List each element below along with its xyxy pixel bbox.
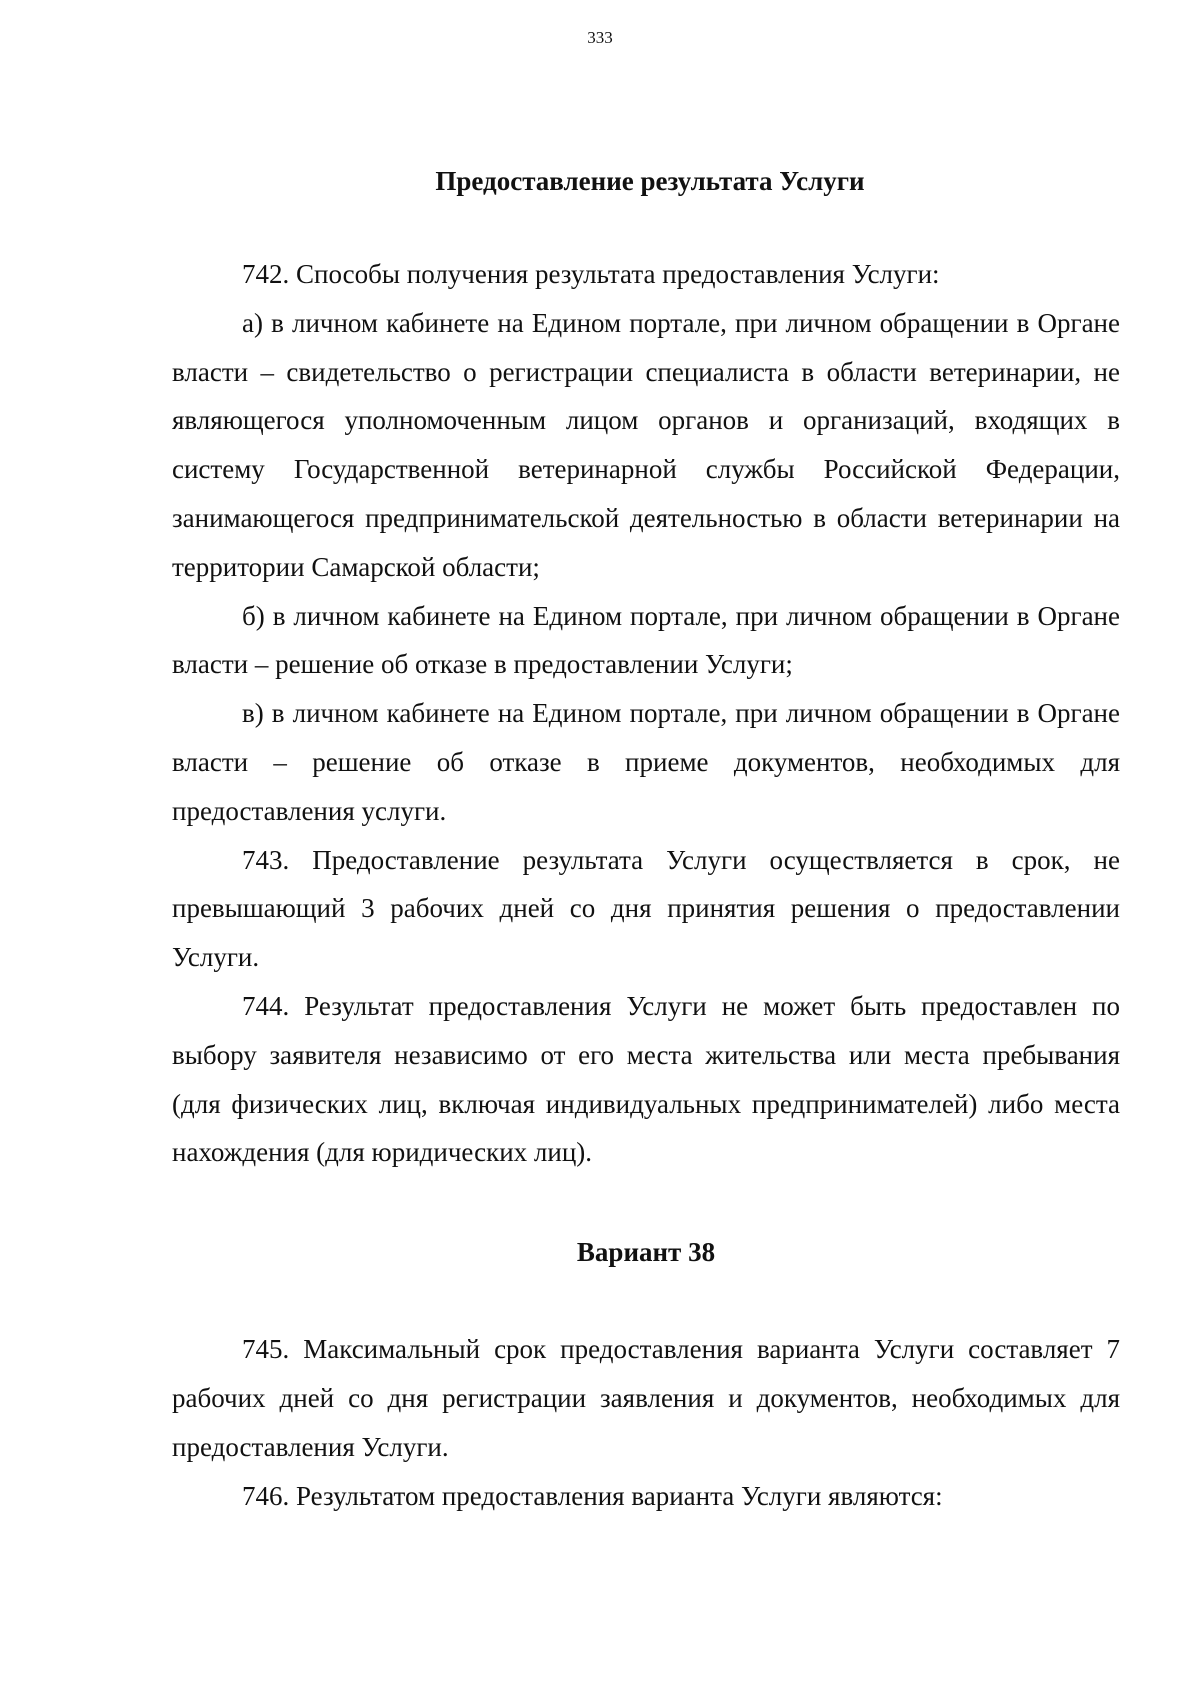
paragraph-743: 743. Предоставление результата Услуги осуществляется в срок, не превышающий 3 рабочих дней со дня принятия решения о предоставлении Услуги. [172, 844, 1120, 973]
section-heading-variant: Вариант 38 [576, 1237, 716, 1268]
page-number: 333 [587, 28, 613, 47]
paragraph-746: 746. Результатом предоставления варианта Услуги являются: [242, 1480, 943, 1511]
paragraph-742: 742. Способы получения результата предоставления Услуги: [242, 259, 940, 289]
paragraph-745: 745. Максимальный срок предоставления варианта Услуги составляет 7 рабочих дней со дня регистрации заявления и документов, необходимых для предоставления Услуги. [172, 1334, 1120, 1462]
paragraph-744: 744. Результат предоставления Услуги не может быть предоставлен по выбору заявителя независимо от его места жительства или места пребывания (для физических лиц, включая индивидуальных предпринимателей) либо места нахождения (для юридических лиц). [172, 990, 1120, 1168]
section-heading-result: Предоставление результата Услуги [435, 166, 865, 196]
paragraph-742-b: б) в личном кабинете на Едином портале, при личном обращении в Органе власти – решение об отказе в предоставлении Услуги; [172, 600, 1120, 680]
paragraph-742-a: а) в личном кабинете на Едином портале, при личном обращении в Органе власти – свидетельство о регистрации специалиста в области ветеринарии, не являющегося уполномоченным лицом органов и организаций, входящих в систему Государственной ветеринарной службы Российской Федерации, занимающегося предпринимательской деятельностью в области ветеринарии на территории Самарской области; [172, 307, 1120, 582]
paragraph-742-c: в) в личном кабинете на Едином портале, при личном обращении в Органе власти – решение об отказе в приеме документов, необходимых для предоставления услуги. [172, 698, 1120, 826]
document-body [172, 164, 1120, 1520]
